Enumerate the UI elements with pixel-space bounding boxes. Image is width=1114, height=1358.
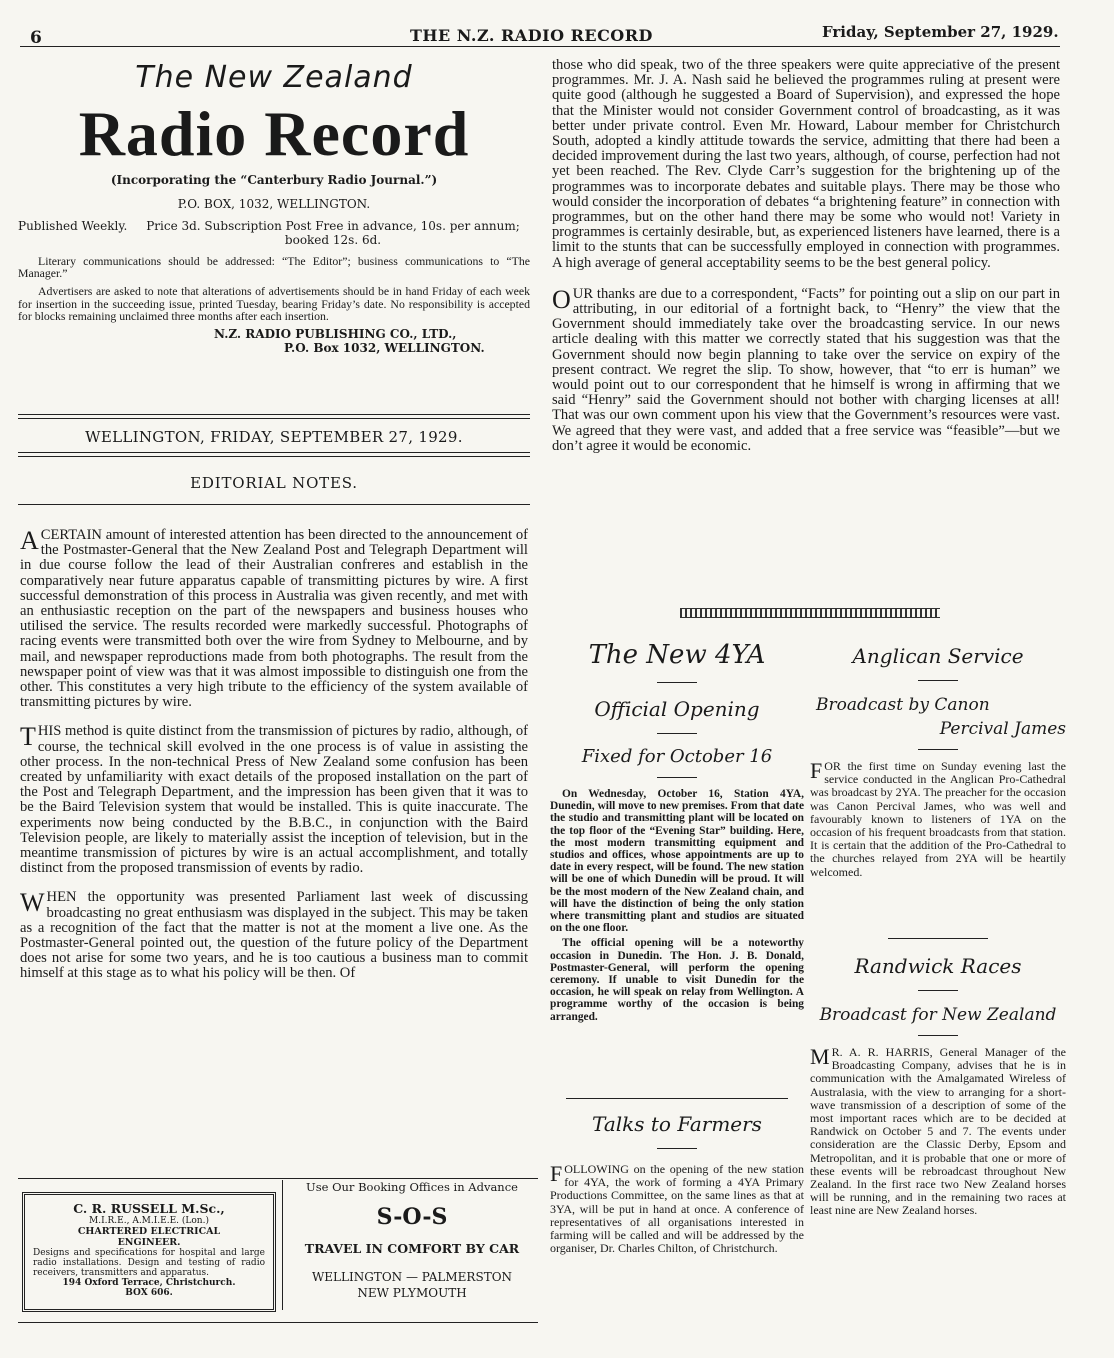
masthead-pricing <box>18 219 530 247</box>
new-4ya-body-1: On Wednesday, October 16, Station 4YA, Dunedin, will move to new premises. From that date the studio and transmitting plant will be located on the top floor of the “Evening Star” building. Here, the most modern transmitting equipment and studios and offices, whose appointments are up to date in every respect, will be found. The new station will be one of which Dunedin will be proud. It will be the most modern of the New Zealand chain, and will have the distinction of being the only station where transmitting plant and studios are situated on the one floor. <box>550 788 804 935</box>
randwick-rule <box>888 938 988 939</box>
anglican-subtitle-1: Broadcast by Canon <box>816 695 990 715</box>
drop-cap: F <box>550 1161 563 1186</box>
masthead-rule <box>18 414 530 419</box>
editorial-rule <box>18 504 530 505</box>
editorial-para-2 <box>20 724 528 876</box>
editorial-heading: EDITORIAL NOTES. <box>190 474 358 492</box>
new-4ya-fixed: Fixed for October 16 <box>581 746 773 767</box>
randwick-subtitle: Broadcast for New Zealand <box>819 1005 1057 1025</box>
russell-title-2: ENGINEER. <box>117 1237 181 1248</box>
talks-body <box>550 1163 804 1255</box>
randwick-body-text: R. A. R. HARRIS, General Manager of the Broadcasting Company, advises that he is in communication with the Amalgamated Wireless of Australasia, with the view to arranging for a short-wave transmission of a description of some of the most important races which are to be decided at Randwick on October 5 and 7. The events under consideration are the Classic Derby, Epsom and Metropolitan, and it is probable that one or more of these events will be rebroadcast throughout New Zealand. In the first race two New Zealand horses will be running, and in the remaining two races at least nine are New Zealand horses. <box>810 1045 1066 1218</box>
editorial-para-3-text: HEN the opportunity was presented Parliament last week of discussing broadcasting no great enthusiasm was displayed in the subject. This may be taken as a recognition of the fact that the matter is not at the moment a live one. As the Postmaster-General pointed out, the question of the future policy of the Department does not arise for some two years, and he is too cautious a business man to commit himself at this stage as to what his policy will be then. Of <box>20 889 528 982</box>
editorial-para-4: those who did speak, two of the three speakers were quite appreciative of the present programmes. Mr. J. A. Nash said he believed the programmes ruling at present were quite good (although he suggested a Board of Supervision), and expressed the hope that the Minister would not consider Government control of broadcasting, as it was better under private control. Even Mr. Howard, Labour member for Christchurch South, adopted a kindly attitude towards the service, admitting that there had been a decided improvement during the last two years, although, of course, perfection had not yet been reached. The Rev. Clyde Carr’s suggestion for the brightening up of the programmes was to incorporate debates and suitable plays. There may be those who would consider the incorporation of debates “a brightening feature” in connection with programmes, but on the other hand there may be some who would not! Variety in programmes is certainly desirable, but, as experienced listeners have learned, there is a limit to the stunts that can be successfully employed in connection with programmes. A high average of general acceptability seems to be the best general policy. <box>552 57 1060 271</box>
short-rule <box>918 749 958 750</box>
header-rule <box>20 46 1060 47</box>
dateline: WELLINGTON, FRIDAY, SEPTEMBER 27, 1929. <box>85 428 463 446</box>
editorial-para-3 <box>20 890 528 981</box>
publisher-box: P.O. Box 1032, WELLINGTON. <box>284 341 485 356</box>
drop-cap: A <box>20 526 39 555</box>
drop-cap: T <box>20 722 36 752</box>
editorial-left-column <box>20 528 528 982</box>
new-4ya-title: The New 4YA <box>588 640 766 670</box>
talks-rule <box>566 1098 788 1099</box>
issue-date: Friday, September 27, 1929. <box>822 23 1059 41</box>
russell-name: C. R. RUSSELL M.Sc., <box>73 1201 225 1216</box>
running-head: THE N.Z. RADIO RECORD <box>410 26 653 45</box>
short-rule <box>918 680 958 681</box>
anglican-subtitle-2: Percival James <box>939 719 1066 739</box>
short-rule <box>918 1035 958 1036</box>
anglican-article <box>810 644 1066 879</box>
advertisers-note: Advertisers are asked to note that alterations of advertisements should be in hand Friday of each week for insertion in the succeeding issue, printed Tuesday, bearing Friday’s date. No responsibility is accepted for blocks remaining unclaimed three months after each insertion. <box>18 284 530 323</box>
anglican-title: Anglican Service <box>852 644 1024 668</box>
talks-title: Talks to Farmers <box>592 1112 762 1136</box>
randwick-article <box>810 954 1066 1218</box>
sos-tagline: TRAVEL IN COMFORT BY CAR <box>304 1241 520 1256</box>
ornament-divider <box>680 608 940 618</box>
talks-body-text: OLLOWING on the opening of the new station for 4YA, the work of forming a 4YA Primary Productions Committee, on the same lines as that at 3YA, will be put in hand at once. A conference of representatives of all organisations interested in farming will be called and will be addressed by the organiser, Dr. Charles Chilton, of Christchurch. <box>550 1162 804 1256</box>
editorial-para-5-text: UR thanks are due to a correspondent, “Facts” for pointing out a slip on our part in attributing, in our editorial of a fortnight back, to “Henry” the view that the Government should immediately take over the broadcasting service. In our news article dealing with this matter we correctly stated that his suggestion was that the Government should now begin planning to take over the service on expiry of the present contract. We regret the slip. To show, however, that “to err is human” we would point out to our correspondent that he himself is wrong in affirming that we said “Henry” said the Government should not bother with charging licenses at all! That was our own comment upon his view that the Government’s resources were vast. We agreed that they were vast, and added that a free service was “feasible”—but we don’t agree it would be economic. <box>552 285 1060 454</box>
editorial-para-1-text: CERTAIN amount of interested attention has been directed to the announcement of the Postmaster-General that the New Zealand Post and Telegraph Department will in due course follow the lead of their Australian confreres and establish in the comparatively near future apparatus capable of transmitting pictures by wire. A first successful demonstration of this process in Australia was given recently, and met with an enthusiastic reception on the part of the newspapers and business houses who utilised the service. The results recorded were markedly successful. Photographs of racing events were transmitted both over the wire from Sydney to Melbourne, and by mail, and newspaper reproductions made from both photographs. The result from the newspaper point of view was that it was almost impossible to distinguish one from the other. This constitutes a very high tribute to the efficiency of the system available of transmitting pictures by wire. <box>20 527 528 711</box>
published-weekly: Published Weekly. <box>18 219 128 233</box>
short-rule <box>657 733 697 734</box>
publisher-name: N.Z. RADIO PUBLISHING CO., LTD., <box>214 327 457 342</box>
short-rule <box>657 682 697 683</box>
literary-note: Literary communications should be addressed: “The Editor”; business communications to “The Manager.” <box>18 254 530 281</box>
russell-advertisement <box>22 1192 276 1312</box>
masthead-title: Radio Record <box>78 98 470 169</box>
short-rule <box>657 1148 697 1149</box>
page-number: 6 <box>30 28 42 48</box>
drop-cap: O <box>552 284 571 314</box>
drop-cap: M <box>810 1044 830 1069</box>
ad-divider <box>282 1180 283 1310</box>
anglican-body <box>810 760 1066 879</box>
dateline-rule <box>18 452 530 457</box>
masthead-po-box: P.O. BOX, 1032, WELLINGTON. <box>177 197 371 211</box>
anglican-body-text: OR the first time on Sunday evening last the service conducted in the Anglican Pro-Cathedral was broadcast by 2YA. The preacher for the occasion was Canon Percival James, who was well and favourably known to listeners of 1YA on the occasion of his frequent broadcasts from that station. It is certain that the addition of the Pro-Cathedral to the churches relayed from 2YA will be heartily welcomed. <box>810 759 1067 879</box>
price: Price 3d. Subscription Post Free in advance, 10s. per annum; booked 12s. 6d. <box>146 219 520 247</box>
editorial-para-1 <box>20 528 528 710</box>
masthead <box>18 60 530 355</box>
short-rule <box>918 990 958 991</box>
sos-top-line: Use Our Booking Offices in Advance <box>306 1180 518 1194</box>
russell-box: BOX 606. <box>125 1288 173 1298</box>
russell-body: Designs and specifications for hospital and large radio installations. Design and testing of radio receivers, transmitters and apparatus. <box>33 1248 265 1278</box>
short-rule <box>657 777 697 778</box>
sos-title: S-O-S <box>376 1204 448 1230</box>
randwick-title: Randwick Races <box>854 954 1022 978</box>
masthead-incorporating: (Incorporating the “Canterbury Radio Journal.”) <box>110 173 438 187</box>
new-4ya-body-2: The official opening will be a noteworthy occasion in Dunedin. The Hon. J. B. Donald, Postmaster-General, will perform the opening ceremony. If unable to visit Dunedin for the occasion, he will speak on relay from Wellington. A programme worthy of the occasion is being arranged. <box>550 937 804 1023</box>
russell-quals: M.I.R.E., A.M.I.E.E. (Lon.) <box>89 1216 209 1226</box>
sos-route-1: WELLINGTON — PALMERSTON <box>311 1270 513 1284</box>
editorial-right-column <box>552 58 1060 454</box>
ads-rule <box>18 1178 538 1179</box>
russell-address: 194 Oxford Terrace, Christchurch. <box>62 1278 236 1288</box>
drop-cap: W <box>20 888 45 918</box>
new-4ya-article <box>550 640 804 1023</box>
page-bottom-rule <box>18 1322 538 1323</box>
editorial-para-5 <box>552 284 1060 454</box>
masthead-line1: The New Zealand <box>135 60 413 95</box>
editorial-para-2-text: HIS method is quite distinct from the transmission of pictures by radio, although, of course, the technical skill evolved in the one process is of value in assisting the other process. In the non-technical Press of New Zealand some confusion has been created by unfamiliarity with exact details of the proposed installation on the part of the Post and Telegraph Department, and the impression has been given that it was to be the Baird Television system that would be installed. This is quite inaccurate. The experiments now being conducted by the B.B.C., in conjunction with the Baird Television people, are likely to materially assist the inception of television, but in the meantime transmission of pictures by wire is an actual accomplishment, and totally distinct from the proposed transmission of events by radio. <box>20 723 528 877</box>
randwick-body <box>810 1046 1066 1218</box>
sos-route-2: NEW PLYMOUTH <box>357 1286 467 1300</box>
drop-cap: F <box>810 758 823 783</box>
new-4ya-subtitle: Official Opening <box>594 697 760 721</box>
russell-title-1: CHARTERED ELECTRICAL <box>77 1226 221 1237</box>
talks-article <box>550 1112 804 1255</box>
sos-advertisement <box>286 1180 538 1300</box>
